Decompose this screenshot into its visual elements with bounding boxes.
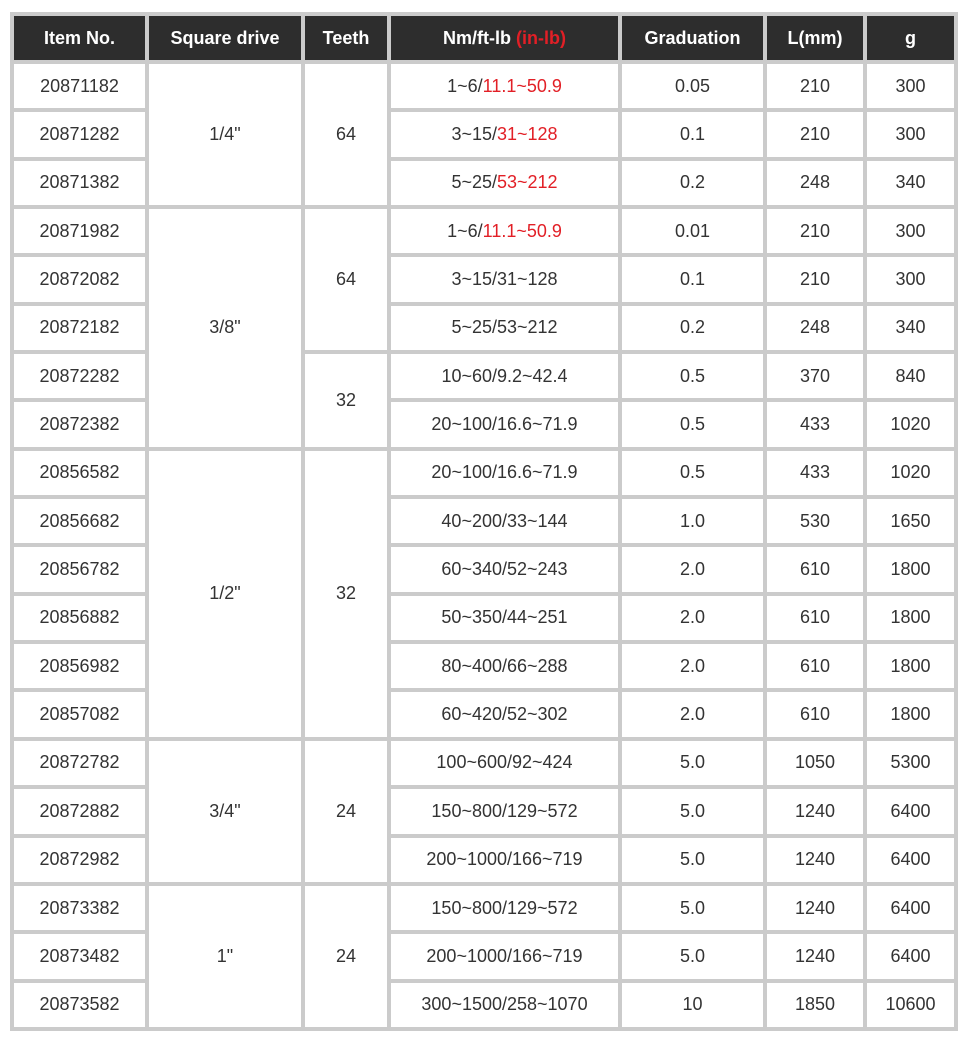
- weight-cell: 300: [867, 257, 954, 301]
- torque-cell: 60~340/52~243: [391, 547, 618, 591]
- torque-inlb-value: 53~212: [496, 172, 558, 193]
- item-no-cell: 20871182: [14, 64, 145, 108]
- torque-nm-value: 3~15/: [451, 124, 497, 145]
- teeth-cell: 24: [305, 886, 387, 1027]
- graduation-cell: 2.0: [622, 692, 763, 736]
- item-no-cell: 20872882: [14, 789, 145, 833]
- table-row: [14, 209, 954, 253]
- item-no-cell: 20857082: [14, 692, 145, 736]
- item-no-cell: 20856782: [14, 547, 145, 591]
- graduation-cell: 5.0: [622, 886, 763, 930]
- length-cell: 248: [767, 306, 863, 350]
- length-cell: 1240: [767, 838, 863, 882]
- header-item-no: Item No.: [14, 16, 145, 60]
- square-drive-cell: 3/4": [149, 741, 301, 882]
- weight-cell: 1800: [867, 692, 954, 736]
- graduation-cell: 5.0: [622, 741, 763, 785]
- item-no-cell: 20872082: [14, 257, 145, 301]
- weight-cell: 6400: [867, 789, 954, 833]
- torque-inlb-value: 11.1~50.9: [482, 75, 562, 96]
- item-no-cell: 20872982: [14, 838, 145, 882]
- torque-cell: 40~200/33~144: [391, 499, 618, 543]
- spec-table: [10, 12, 958, 1031]
- graduation-cell: 0.01: [622, 209, 763, 253]
- torque-cell: 5~25/53~212: [391, 306, 618, 350]
- torque-cell: [391, 209, 618, 253]
- graduation-cell: 5.0: [622, 838, 763, 882]
- item-no-cell: 20873382: [14, 886, 145, 930]
- item-no-cell: 20856982: [14, 644, 145, 688]
- weight-cell: 1800: [867, 596, 954, 640]
- item-no-cell: 20871282: [14, 112, 145, 156]
- weight-cell: 5300: [867, 741, 954, 785]
- length-cell: 1240: [767, 789, 863, 833]
- graduation-cell: 0.1: [622, 257, 763, 301]
- length-cell: 610: [767, 692, 863, 736]
- torque-cell: 150~800/129~572: [391, 789, 618, 833]
- graduation-cell: 5.0: [622, 934, 763, 978]
- torque-cell: 150~800/129~572: [391, 886, 618, 930]
- header-torque-label: Nm/ft-lb: [443, 27, 516, 48]
- length-cell: 1240: [767, 934, 863, 978]
- item-no-cell: 20872182: [14, 306, 145, 350]
- header-length: L(mm): [767, 16, 863, 60]
- graduation-cell: 1.0: [622, 499, 763, 543]
- header-torque: [391, 16, 618, 60]
- graduation-cell: 2.0: [622, 644, 763, 688]
- weight-cell: 840: [867, 354, 954, 398]
- header-teeth: Teeth: [305, 16, 387, 60]
- graduation-cell: 5.0: [622, 789, 763, 833]
- length-cell: 1850: [767, 983, 863, 1027]
- length-cell: 248: [767, 161, 863, 205]
- weight-cell: 6400: [867, 838, 954, 882]
- torque-cell: 20~100/16.6~71.9: [391, 451, 618, 495]
- square-drive-cell: 3/8": [149, 209, 301, 447]
- length-cell: 610: [767, 596, 863, 640]
- weight-cell: 1800: [867, 644, 954, 688]
- item-no-cell: 20856682: [14, 499, 145, 543]
- torque-cell: 60~420/52~302: [391, 692, 618, 736]
- table-body: [14, 64, 954, 1027]
- weight-cell: 300: [867, 64, 954, 108]
- length-cell: 610: [767, 547, 863, 591]
- graduation-cell: 0.2: [622, 306, 763, 350]
- weight-cell: 6400: [867, 886, 954, 930]
- item-no-cell: 20871382: [14, 161, 145, 205]
- table-row: [14, 741, 954, 785]
- teeth-cell: 32: [305, 354, 387, 447]
- length-cell: 210: [767, 64, 863, 108]
- length-cell: 210: [767, 257, 863, 301]
- torque-cell: 100~600/92~424: [391, 741, 618, 785]
- torque-cell: 10~60/9.2~42.4: [391, 354, 618, 398]
- header-weight: g: [867, 16, 954, 60]
- table-row: [14, 886, 954, 930]
- item-no-cell: 20856582: [14, 451, 145, 495]
- torque-cell: 300~1500/258~1070: [391, 983, 618, 1027]
- item-no-cell: 20871982: [14, 209, 145, 253]
- weight-cell: 340: [867, 306, 954, 350]
- torque-nm-value: 1~6/: [447, 75, 483, 96]
- graduation-cell: 0.1: [622, 112, 763, 156]
- graduation-cell: 0.5: [622, 354, 763, 398]
- torque-cell: 20~100/16.6~71.9: [391, 402, 618, 446]
- table-row: [14, 64, 954, 108]
- weight-cell: 1020: [867, 402, 954, 446]
- table-header: [14, 16, 954, 60]
- weight-cell: 1020: [867, 451, 954, 495]
- weight-cell: 1800: [867, 547, 954, 591]
- graduation-cell: 2.0: [622, 547, 763, 591]
- length-cell: 210: [767, 112, 863, 156]
- length-cell: 1240: [767, 886, 863, 930]
- teeth-cell: 32: [305, 451, 387, 737]
- graduation-cell: 0.5: [622, 402, 763, 446]
- header-row: [14, 16, 954, 60]
- teeth-cell: 24: [305, 741, 387, 882]
- item-no-cell: 20873582: [14, 983, 145, 1027]
- length-cell: 610: [767, 644, 863, 688]
- torque-cell: 80~400/66~288: [391, 644, 618, 688]
- length-cell: 210: [767, 209, 863, 253]
- item-no-cell: 20856882: [14, 596, 145, 640]
- graduation-cell: 10: [622, 983, 763, 1027]
- graduation-cell: 0.5: [622, 451, 763, 495]
- item-no-cell: 20872782: [14, 741, 145, 785]
- length-cell: 433: [767, 451, 863, 495]
- item-no-cell: 20873482: [14, 934, 145, 978]
- length-cell: 530: [767, 499, 863, 543]
- length-cell: 1050: [767, 741, 863, 785]
- header-square-drive: Square drive: [149, 16, 301, 60]
- square-drive-cell: 1/2": [149, 451, 301, 737]
- torque-cell: [391, 64, 618, 108]
- header-graduation: Graduation: [622, 16, 763, 60]
- weight-cell: 1650: [867, 499, 954, 543]
- graduation-cell: 2.0: [622, 596, 763, 640]
- torque-nm-value: 5~25/: [451, 172, 497, 193]
- graduation-cell: 0.05: [622, 64, 763, 108]
- weight-cell: 300: [867, 112, 954, 156]
- torque-cell: 200~1000/166~719: [391, 934, 618, 978]
- item-no-cell: 20872382: [14, 402, 145, 446]
- square-drive-cell: 1/4": [149, 64, 301, 205]
- torque-cell: [391, 161, 618, 205]
- graduation-cell: 0.2: [622, 161, 763, 205]
- teeth-cell: 64: [305, 64, 387, 205]
- weight-cell: 6400: [867, 934, 954, 978]
- torque-cell: [391, 112, 618, 156]
- torque-nm-value: 1~6/: [447, 220, 483, 241]
- length-cell: 370: [767, 354, 863, 398]
- torque-inlb-value: 31~128: [496, 124, 558, 145]
- square-drive-cell: 1": [149, 886, 301, 1027]
- torque-inlb-value: 11.1~50.9: [482, 220, 562, 241]
- teeth-cell: 64: [305, 209, 387, 350]
- weight-cell: 340: [867, 161, 954, 205]
- weight-cell: 300: [867, 209, 954, 253]
- weight-cell: 10600: [867, 983, 954, 1027]
- table-row: [14, 451, 954, 495]
- item-no-cell: 20872282: [14, 354, 145, 398]
- length-cell: 433: [767, 402, 863, 446]
- torque-cell: 200~1000/166~719: [391, 838, 618, 882]
- header-torque-unit: (in-lb): [516, 27, 566, 48]
- torque-cell: 50~350/44~251: [391, 596, 618, 640]
- torque-cell: 3~15/31~128: [391, 257, 618, 301]
